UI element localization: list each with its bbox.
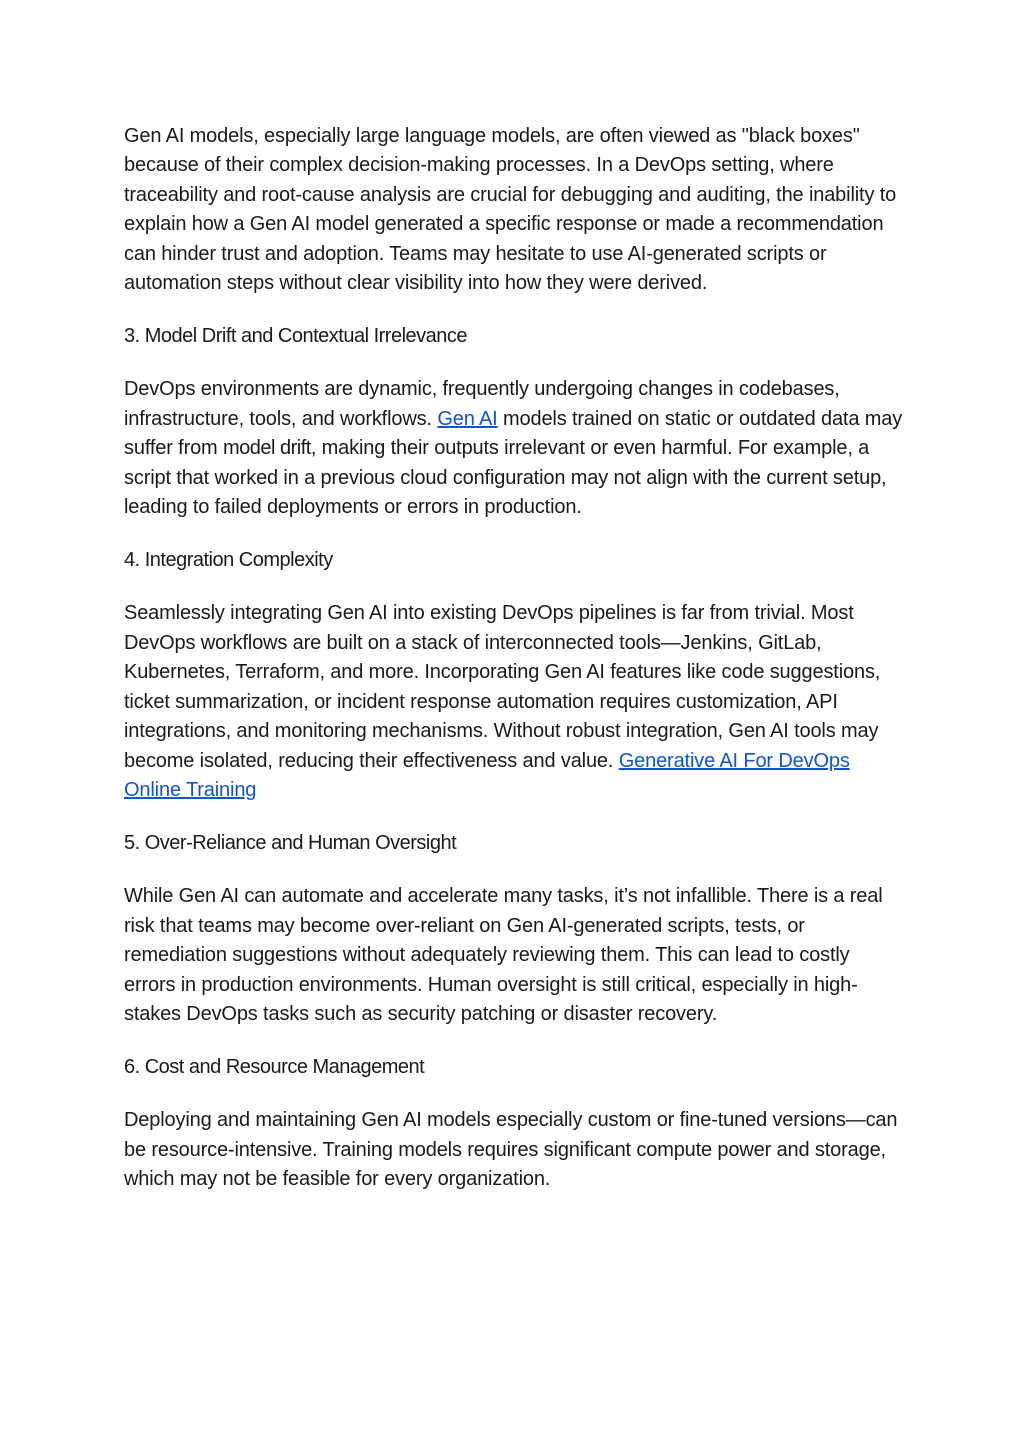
paragraph-black-box: Gen AI models, especially large language models, are often viewed as "black boxes" because of their complex decision-making processes. In a DevOps setting, where traceability and root-cause analysis are crucial for debugging and auditing, the inability to explain how a Gen AI model generated a specific response or made a recommendation can hinder trust and adoption. Teams may hesitate to use AI-generated scripts or automation steps without clear visibility into how they were derived. — [124, 125, 897, 295]
training-link[interactable]: Generative AI For DevOps Online Training — [124, 749, 850, 801]
paragraph-model-drift — [124, 375, 904, 522]
paragraph-over-reliance: While Gen AI can automate and accelerate many tasks, it’s not infallible. There is a real risk that teams may become over-reliant on Gen AI-generated scripts, tests, or remediation suggestions without adequately reviewing them. This can lead to costly errors in production environments. Human oversight is still critical, especially in high-stakes DevOps tasks such as security patching or disaster recovery. — [124, 885, 883, 1025]
paragraph-text: models trained on static or outdated data may suffer from — [124, 407, 903, 460]
paragraph-text: , making their outputs irrelevant or even harmful. For example, a script that worked in a previous cloud configuration may not align with the current setup, leading to failed deployments or errors in production. — [124, 437, 887, 519]
heading-integration-complexity: 4. Integration Complexity — [124, 549, 333, 572]
paragraph-cost: Deploying and maintaining Gen AI models especially custom or fine-tuned versions—can be resource-intensive. Training models requires significant compute power and storage, which may not be feasible for every organization. — [124, 1109, 898, 1191]
model-drift-term: model drift — [222, 437, 311, 460]
paragraph-integration — [124, 599, 904, 805]
heading-model-drift: 3. Model Drift and Contextual Irrelevance — [124, 325, 468, 348]
paragraph-text: Seamlessly integrating Gen AI into existing DevOps pipelines is far from trivial. Most DevOps workflows are built on a stack of interconnected tools—Jenkins, GitLab, Kubernetes, Terraform, and more. Incorporating Gen AI features like code suggestions, ticket summarization, or incident response automation requires customization, API integrations, and monitoring mechanisms. Without robust integration, Gen AI tools may become isolated, reducing their effectiveness and value. — [124, 602, 881, 772]
heading-cost-resource: 6. Cost and Resource Management — [124, 1056, 425, 1079]
paragraph-text: DevOps environments are dynamic, frequently undergoing changes in codebases, infrastructure, tools, and workflows. — [124, 378, 840, 430]
heading-over-reliance: 5. Over-Reliance and Human Oversight — [124, 832, 457, 855]
gen-ai-link[interactable]: Gen AI — [437, 407, 498, 430]
document-page — [124, 122, 904, 1219]
